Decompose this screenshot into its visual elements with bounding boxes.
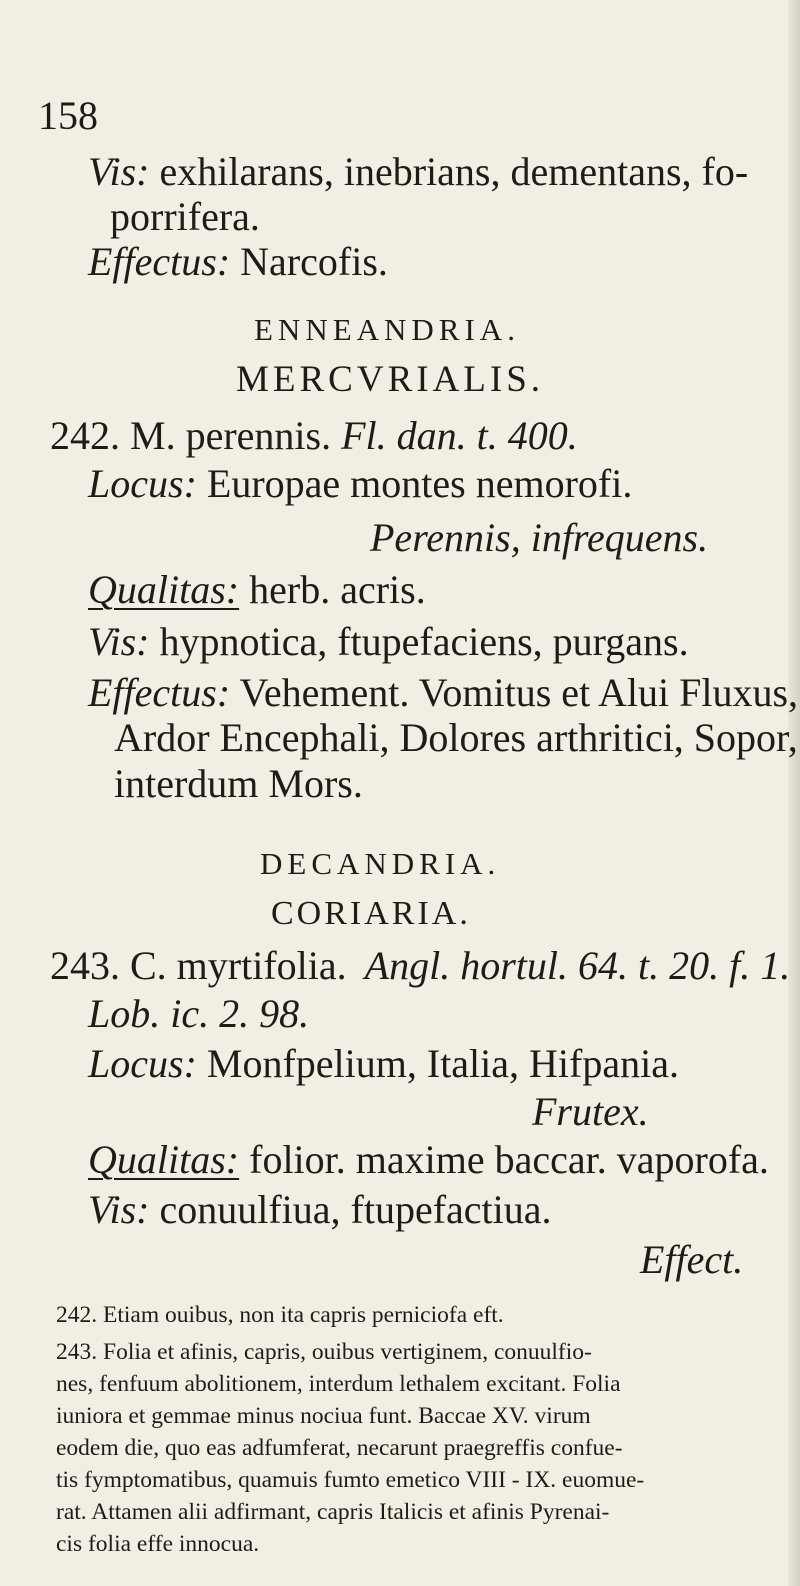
class-heading-enneandria: ENNEANDRIA. bbox=[254, 312, 520, 347]
note-line-8: cis folia effe innocua. bbox=[56, 1531, 260, 1557]
entry-number: 242. bbox=[50, 413, 120, 458]
genus-heading-coriaria: CORIARIA. bbox=[271, 895, 471, 932]
entry-reference: Fl. dan. t. 400. bbox=[341, 413, 578, 458]
effectus-text-2: Vehement. Vomitus et Alui Fluxus, bbox=[239, 670, 799, 715]
genus-heading-mercurialis: MERCVRIALIS. bbox=[236, 359, 545, 400]
qualitas-text: herb. acris. bbox=[249, 567, 426, 612]
vis-label-2: Vis: bbox=[88, 619, 150, 664]
vis-text: exhilarans, inebrians, dementans, fo- bbox=[159, 149, 749, 194]
note-line-3: nes, fenfuum abolitionem, interdum lethalem excitant. Folia bbox=[56, 1371, 621, 1397]
qualitas-label-2: Qualitas: bbox=[88, 1137, 240, 1182]
effectus-label: Effectus: bbox=[88, 239, 231, 284]
locus-label-2: Locus: bbox=[88, 1041, 197, 1086]
note-line-1: 242. Etiam ouibus, non ita capris perniciofa eft. bbox=[56, 1302, 504, 1328]
effect-catchword: Effect. bbox=[640, 1237, 744, 1282]
qualitas-text-2: folior. maxime baccar. vaporofa. bbox=[249, 1137, 769, 1182]
entry-reference-2: Angl. hortul. 64. t. 20. f. 1. bbox=[364, 943, 791, 988]
vis-line bbox=[88, 148, 748, 196]
vis-text-2: hypnotica, ftupefaciens, purgans. bbox=[159, 619, 689, 664]
note-line-2: 243. Folia et afinis, capris, ouibus vertiginem, conuulfio- bbox=[56, 1339, 592, 1365]
vis-text-3: conuulfiua, ftupefactiua. bbox=[159, 1187, 552, 1232]
note-line-7: rat. Attamen alii adfirmant, capris Italicis et afinis Pyrenai- bbox=[56, 1499, 610, 1525]
effectus-line-3: Ardor Encephali, Dolores arthritici, Sopor, bbox=[114, 715, 798, 760]
entry-number-2: 243. bbox=[50, 943, 120, 988]
locus-line-2 bbox=[88, 1040, 679, 1088]
note-line-5: eodem die, quo eas adfumferat, necarunt praegreffis confue- bbox=[56, 1435, 623, 1461]
vis-continuation: porrifera. bbox=[110, 194, 260, 239]
entry-242 bbox=[50, 412, 578, 460]
entry-reference-line-2: Lob. ic. 2. 98. bbox=[88, 991, 310, 1036]
class-heading-decandria: DECANDRIA. bbox=[260, 846, 501, 881]
note-line-4: iuniora et gemmae minus nociua funt. Baccae XV. virum bbox=[56, 1403, 591, 1429]
page-number: 158 bbox=[38, 93, 98, 138]
qualitas-line-2 bbox=[88, 1136, 769, 1184]
habit-line: Perennis, infrequens. bbox=[370, 515, 709, 560]
vis-label-3: Vis: bbox=[88, 1187, 150, 1232]
entry-243 bbox=[50, 942, 790, 990]
effectus-line bbox=[88, 238, 388, 286]
effectus-line-4: interdum Mors. bbox=[114, 761, 363, 806]
effectus-label-2: Effectus: bbox=[88, 670, 231, 715]
qualitas-label: Qualitas: bbox=[88, 567, 240, 612]
locus-text: Europae montes nemorofi. bbox=[206, 461, 633, 506]
page-edge bbox=[788, 0, 800, 1586]
habit-line-2: Frutex. bbox=[532, 1089, 649, 1134]
locus-line bbox=[88, 460, 632, 508]
vis-line-2 bbox=[88, 618, 689, 666]
entry-name-2: C. myrtifolia. bbox=[130, 943, 347, 988]
effectus-text: Narcofis. bbox=[240, 239, 388, 284]
note-line-6: tis fymptomatibus, quamuis fumto emetico VIII - IX. euomue- bbox=[56, 1467, 645, 1493]
vis-label: Vis: bbox=[88, 149, 150, 194]
qualitas-line bbox=[88, 566, 426, 614]
vis-line-3 bbox=[88, 1186, 552, 1234]
locus-text-2: Monfpelium, Italia, Hifpania. bbox=[206, 1041, 679, 1086]
effectus-line-2 bbox=[88, 669, 798, 717]
entry-name: M. perennis. bbox=[130, 413, 332, 458]
locus-label: Locus: bbox=[88, 461, 197, 506]
